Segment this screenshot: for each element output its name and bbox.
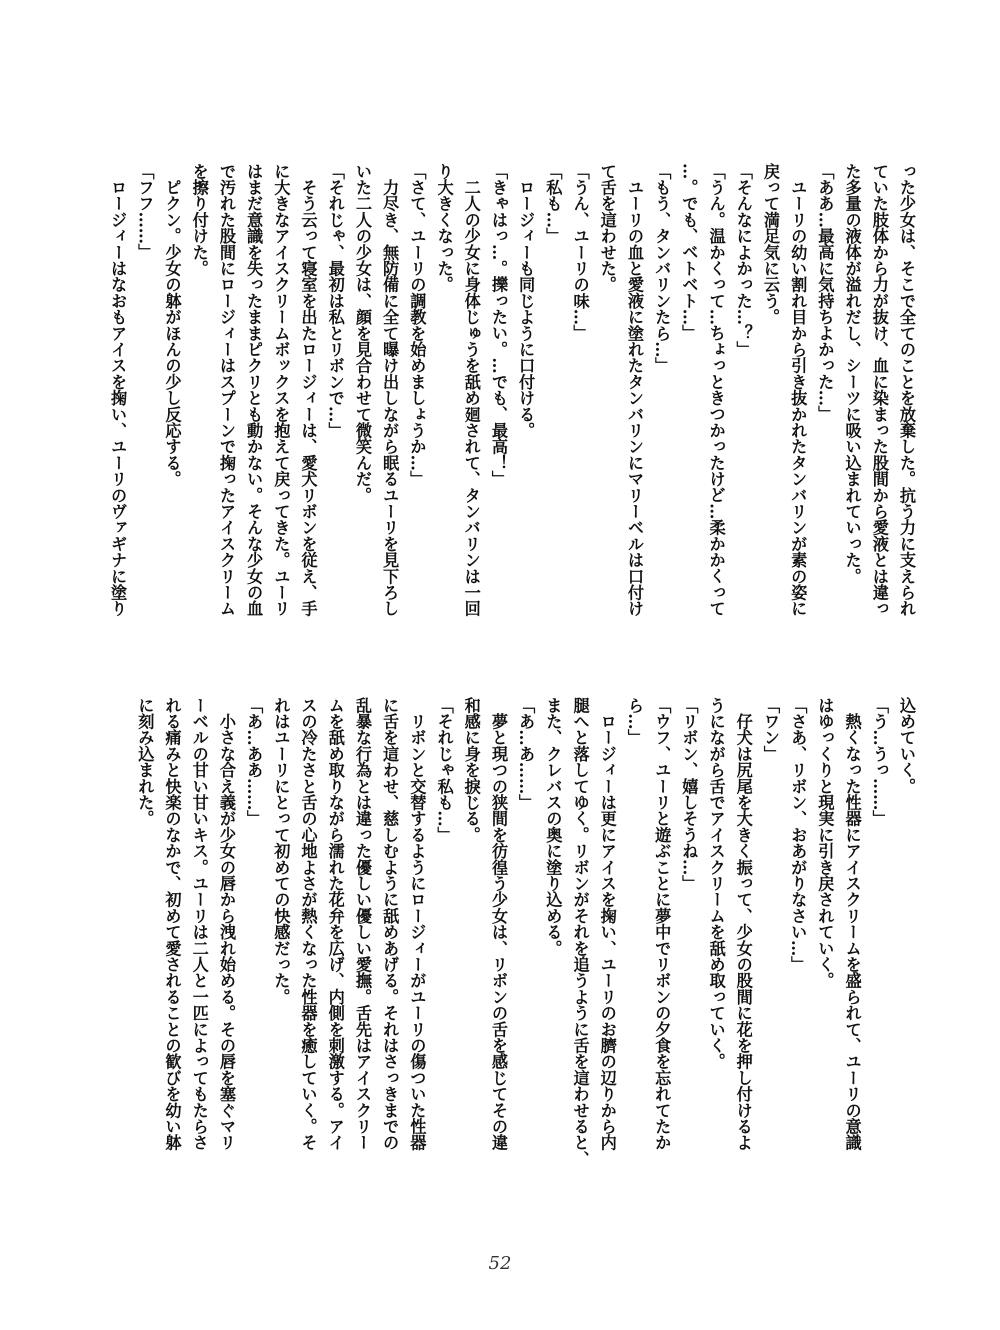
text-column: 「あ…ああ……」 bbox=[244, 697, 264, 827]
text-column: ピクン。少女の躰がほんの少し反応する。 bbox=[162, 163, 182, 487]
text-column: り大きくなった。 bbox=[434, 163, 454, 293]
text-column: ロージィーも同じように口付ける。 bbox=[516, 163, 536, 439]
text-column: 二人の少女に身体じゅうを舐め廻されて、タンバリンは一回 bbox=[461, 163, 481, 617]
text-column: 「う…うっ……」 bbox=[869, 697, 889, 827]
text-column: 「私も…」 bbox=[543, 163, 563, 244]
text-column: て舌を這わせた。 bbox=[597, 163, 617, 293]
text-column: 「うん、ユーリの味…」 bbox=[570, 163, 590, 342]
text-column: いた二人の少女は、顔を見合わせて微笑んだ。 bbox=[352, 163, 372, 504]
text-column: 「ああ…最高に気持ちよかった…」 bbox=[815, 163, 835, 423]
text-column: た多量の液体が溢れだし、シーツに吸い込まれていった。 bbox=[842, 163, 862, 585]
text-column: 「そんなによかった…？」 bbox=[733, 163, 753, 358]
text-column: を擦り付けた。 bbox=[189, 163, 209, 277]
text-column: れる痛みと快楽のなかで、初めて愛されることの歓びを幼い躰 bbox=[162, 697, 182, 1151]
text-column: 「さあ、リボン、おあがりなさい…」 bbox=[788, 697, 808, 973]
text-column: に刻み込まれた。 bbox=[135, 697, 155, 827]
text-column: そう云って寝室を出たロージィーは、愛犬リボンを従え、手 bbox=[298, 163, 318, 617]
text-column: に舌を這わせ、慈しむように舐めあげる。それはさっきまでの bbox=[380, 697, 400, 1151]
text-column: 戻って満足気に云う。 bbox=[760, 163, 780, 325]
text-column: …。でも、ベトベト…」 bbox=[679, 163, 699, 342]
text-column: で汚れた股間にロージィーはスプーンで掬ったアイスクリーム bbox=[216, 163, 236, 617]
text-column: また、クレバスの奥に塗り込める。 bbox=[543, 697, 563, 957]
text-column: 腿へと落してゆく。リボンがそれを追うように舌を這わせると、 bbox=[570, 697, 590, 1167]
text-column: 「それじゃ、最初は私とリボンで…」 bbox=[325, 163, 345, 439]
text-column: ていた肢体から力が抜け、血に染まった股間から愛液とは違っ bbox=[869, 163, 889, 617]
text-column: 「きゃはっ…。擽ったい。…でも、最高！」 bbox=[488, 163, 508, 487]
text-column: 夢と現つの狭間を彷徨う少女は、リボンの舌を感じてその違 bbox=[488, 697, 508, 1151]
text-column: はゆっくりと現実に引き戻されていく。 bbox=[815, 697, 835, 989]
text-column: れはユーリにとって初めての快感だった。 bbox=[271, 697, 291, 1005]
text-column: スの冷たさと舌の心地よさが熱くなった性器を癒していく。そ bbox=[298, 697, 318, 1151]
text-column: ムを舐め取りながら濡れた花弁を広げ、内側を刺激する。アイ bbox=[325, 697, 345, 1151]
page-number: 52 bbox=[488, 1253, 512, 1274]
text-column: に大きなアイスクリームボックスを抱えて戻ってきた。ユーリ bbox=[271, 163, 291, 617]
text-column: 「うん。温かくって…ちょっときつかったけど…柔かかくって bbox=[706, 163, 726, 617]
text-column: 「ワン」 bbox=[760, 697, 780, 762]
text-column: ユーリの幼い割れ目から引き抜かれたタンバリンが素の姿に bbox=[788, 163, 808, 617]
text-column: 「ウフ、ユーリと遊ぶことに夢中でリボンの夕食を忘れてたか bbox=[652, 697, 672, 1151]
text-column: うにながら舌でアイスクリームを舐め取っていく。 bbox=[706, 697, 726, 1070]
text-column: 「もう、タンバリンたら…」 bbox=[652, 163, 672, 374]
lower-text-block bbox=[95, 697, 920, 1212]
text-column: 和感に身を捩じる。 bbox=[461, 697, 481, 843]
text-column: 「それじゃ私も…」 bbox=[434, 697, 454, 843]
text-column: 乱暴な行為とは違った優しい優しい愛撫。舌先はアイスクリー bbox=[352, 697, 372, 1151]
text-column: 仔犬は尻尾を大きく振って、少女の股間に花を押し付けるよ bbox=[733, 697, 753, 1151]
text-column: はまだ意識を失ったままピクリとも動かない。そんな少女の血 bbox=[244, 163, 264, 617]
text-column: 込めていく。 bbox=[897, 697, 916, 795]
text-column: ーベルの甘い甘いキス。ユーリは二人と一匹によってもたらさ bbox=[189, 697, 209, 1151]
text-column: 「さて、ユーリの調教を始めましょうか…」 bbox=[407, 163, 427, 487]
text-column: 「あ…あ……」 bbox=[516, 697, 536, 811]
text-column: ユーリの血と愛液に塗れたタンバリンにマリーベルは口付け bbox=[624, 163, 644, 617]
text-column: ロージィーは更にアイスを掬い、ユーリのお臍の辺りから内 bbox=[597, 697, 617, 1151]
upper-text-block bbox=[95, 163, 920, 678]
text-column: ら…」 bbox=[624, 697, 644, 746]
text-column: 「リボン、嬉しそうね…」 bbox=[679, 697, 699, 892]
text-column: ロージィーはなおもアイスを掬い、ユーリのヴァギナに塗り bbox=[108, 163, 128, 617]
text-column: った少女は、そこで全てのことを放棄した。抗う力に支えられ bbox=[897, 163, 916, 617]
text-column: 熱くなった性器にアイスクリームを盛られて、ユーリの意識 bbox=[842, 697, 862, 1151]
text-column: 小さな合え義が少女の唇から洩れ始める。その唇を塞ぐマリ bbox=[216, 697, 236, 1151]
text-column: 力尽き、無防備に全て曝け出しながら眠るユーリを見下ろし bbox=[380, 163, 400, 617]
text-column: リボンと交替するようにロージィーがユーリの傷ついた性器 bbox=[407, 697, 427, 1151]
text-column: 「フフ……」 bbox=[135, 163, 155, 261]
